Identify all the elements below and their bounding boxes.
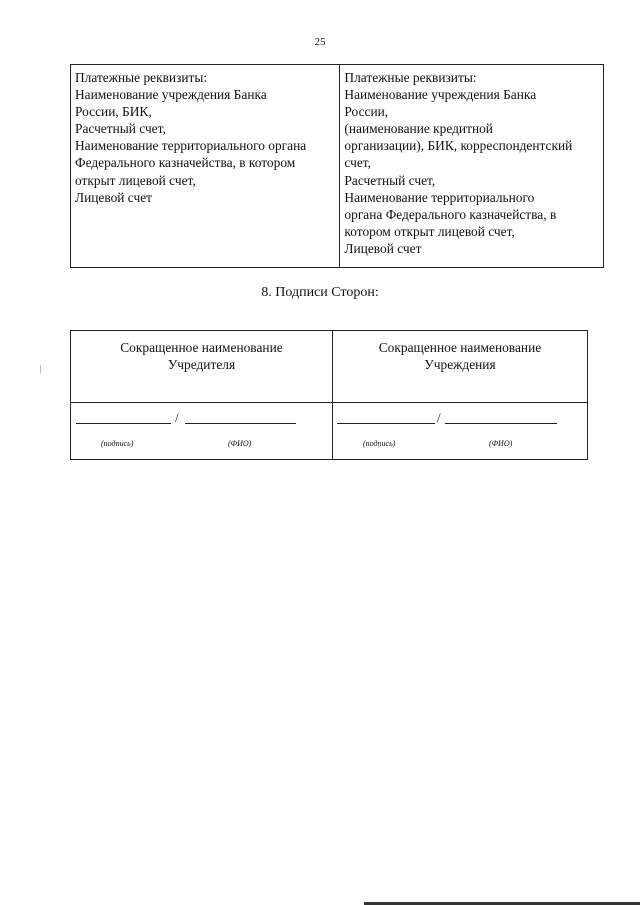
- institution-separator: /: [436, 410, 441, 425]
- institution-sign-hint: (подпись): [362, 439, 396, 448]
- institution-name-line2: Учреждения: [424, 357, 496, 372]
- requisites-right-line: Наименование учреждения Банка: [344, 87, 537, 103]
- founder-sign-hint: (подпись): [101, 439, 134, 448]
- signatures-table: [70, 330, 588, 460]
- requisites-right-line: Расчетный счет,: [344, 172, 436, 188]
- institution-fio-field[interactable]: [445, 423, 557, 424]
- requisites-right-cell: [340, 65, 604, 268]
- requisites-right-line: органа Федерального казначейства, в: [344, 206, 557, 222]
- requisites-left-line: России, БИК,: [75, 104, 152, 120]
- founder-name-line2: Учредителя: [167, 357, 236, 372]
- requisites-left-line: Федерального казначейства, в котором: [75, 155, 296, 171]
- requisites-left-cell: [71, 65, 340, 268]
- institution-signature-field[interactable]: [337, 423, 435, 424]
- institution-signature-cell: [332, 403, 587, 460]
- requisites-left-line: открыт лицевой счет,: [75, 172, 196, 188]
- page-number: 25: [314, 36, 326, 48]
- requisites-left-line: Наименование учреждения Банка: [75, 87, 267, 103]
- requisites-right-line: Платежные реквизиты:: [344, 70, 477, 85]
- requisites-left-line: Наименование территориального органа: [75, 138, 307, 154]
- requisites-right-line: Наименование территориального: [344, 189, 535, 205]
- requisites-right-line: России,: [344, 104, 389, 120]
- requisites-right-line: (наименование кредитной: [344, 121, 493, 137]
- requisites-right-line: Лицевой счет: [344, 240, 422, 256]
- founder-signature-field[interactable]: [76, 423, 171, 424]
- scan-artifact: [40, 365, 41, 373]
- section-title: 8. Подписи Сторон:: [261, 285, 379, 300]
- founder-signature-cell: [71, 403, 333, 460]
- institution-header-cell: [332, 331, 587, 403]
- founder-separator: /: [175, 410, 179, 425]
- requisites-left-line: Расчетный счет,: [75, 121, 166, 137]
- requisites-right-line: счет,: [344, 155, 371, 171]
- requisites-right-line: котором открыт лицевой счет,: [344, 223, 515, 239]
- institution-fio-hint: (ФИО): [488, 439, 513, 448]
- founder-name-line1: Сокращенное наименование: [120, 340, 283, 355]
- founder-fio-hint: (ФИО): [228, 439, 252, 448]
- founder-fio-field[interactable]: [185, 423, 296, 424]
- requisites-left-line: Лицевой счет: [75, 189, 153, 205]
- requisites-left-line: Платежные реквизиты:: [75, 70, 208, 85]
- requisites-right-line: организации), БИК, корреспондентский: [344, 138, 573, 154]
- institution-name-line1: Сокращенное наименование: [378, 340, 542, 355]
- founder-header-cell: [71, 331, 333, 403]
- payment-requisites-table: [70, 64, 604, 268]
